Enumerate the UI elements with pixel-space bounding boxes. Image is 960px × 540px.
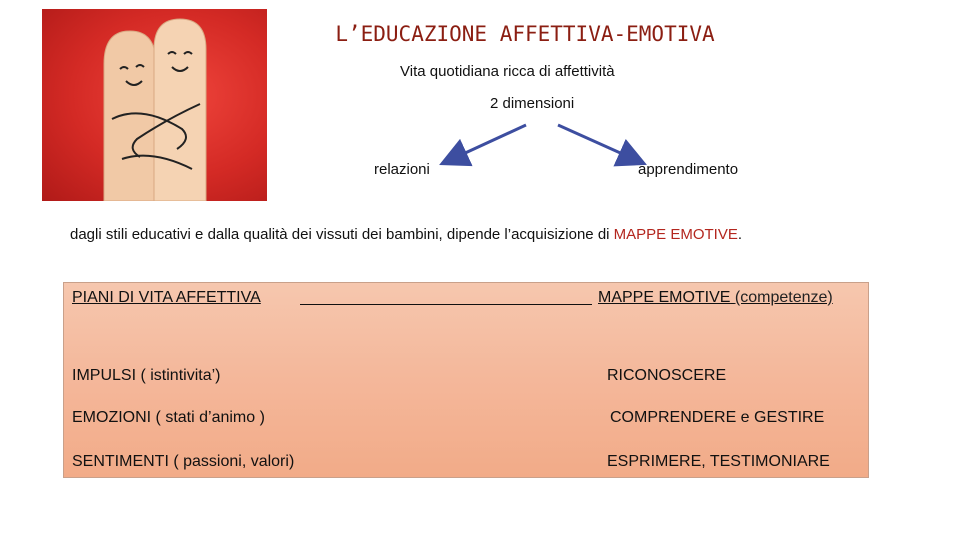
branch-relazioni: relazioni (374, 161, 430, 178)
table-row-right: COMPRENDERE e GESTIRE (610, 409, 825, 426)
body-sentence (70, 226, 742, 243)
dimensions-label: 2 dimensioni (490, 95, 575, 112)
table-row-right: RICONOSCERE (607, 367, 727, 384)
header-connector-line (300, 304, 592, 305)
sentence-highlight: MAPPE EMOTIVE (613, 226, 738, 243)
comparison-table (63, 282, 869, 478)
left-column-header: PIANI DI VITA AFFETTIVA (72, 289, 261, 306)
arrow-right (558, 125, 636, 160)
right-header-text: MAPPE EMOTIVE (598, 289, 731, 306)
table-row-right: ESPRIMERE, TESTIMONIARE (607, 453, 830, 470)
right-header-paren: (competenze) (734, 289, 833, 306)
sentence-text: dagli stili educativi e dalla qualità dei vissuti dei bambini, dipende l’acquisizione di (70, 226, 614, 243)
subtitle: Vita quotidiana ricca di affettività (400, 63, 615, 80)
table-row-left: IMPULSI ( istintivita’) (72, 367, 221, 384)
table-row-left: SENTIMENTI ( passioni, valori) (72, 453, 295, 470)
page-title: L’EDUCAZIONE AFFETTIVA-EMOTIVA (335, 22, 715, 46)
arrow-left (450, 125, 526, 160)
right-column-header (598, 289, 833, 307)
table-row-left: EMOZIONI ( stati d’animo ) (72, 409, 265, 426)
branch-apprendimento: apprendimento (638, 161, 739, 178)
sentence-end: . (737, 226, 743, 243)
